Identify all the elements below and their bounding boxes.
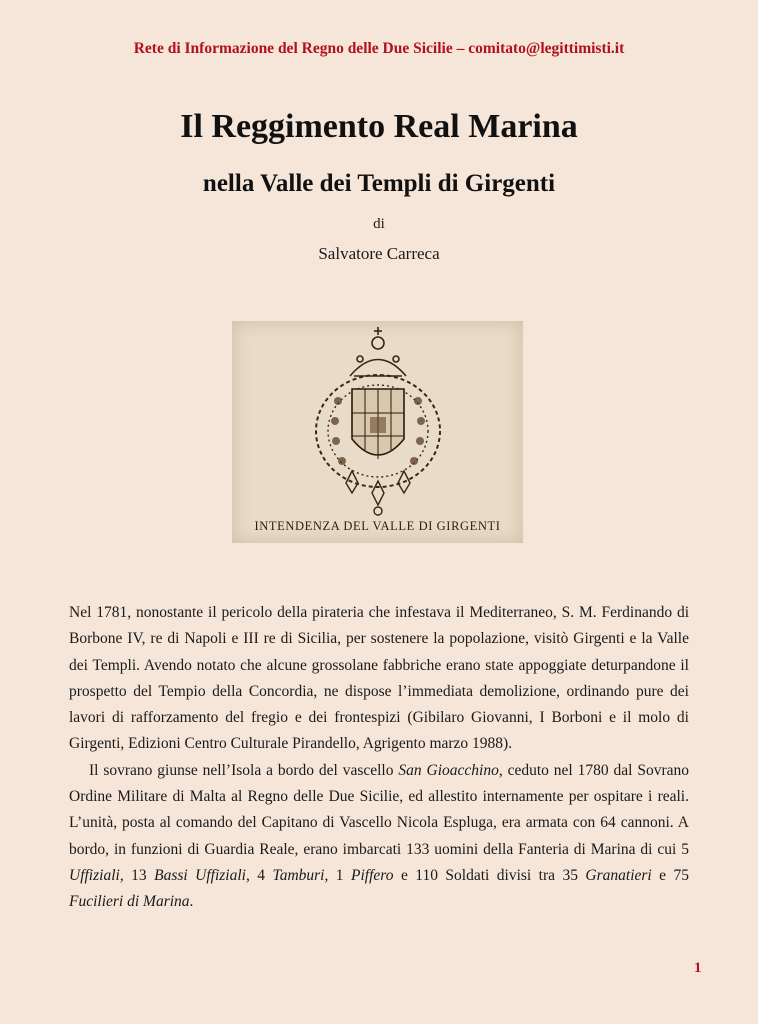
paragraph-2-text: e 75	[651, 866, 690, 884]
paragraph-2-text: , 13	[119, 866, 155, 884]
rank-term: Uffiziali	[69, 866, 120, 884]
paragraph-2-text: .	[189, 893, 194, 911]
paragraph-1: Nel 1781, nonostante il pericolo della pirateria che infestava il Mediterraneo, S. M. Ferdinando di Borbone IV, re di Napoli e III re di Sicilia, per sostenere la popolazione, visitò Girgenti e la Valle dei Templi. Avendo notato che alcune grossolane fabbriche erano state appoggiate deturpandone il prospetto del Tempio della Concordia, ne dispose l’immediata demolizione, ordinando pure dei lavori di rafforzamento del fregio e dei frontespizi (Gibilaro Giovanni, I Borboni e il molo di Girgenti, Edizioni Centro Culturale Pirandello, Agrigento marzo 1988).	[69, 604, 689, 753]
rank-term: Tamburi	[272, 866, 325, 884]
paragraph-2-text: Il sovrano giunse nell’Isola a bordo del vascello	[89, 761, 399, 779]
coat-of-arms-icon	[232, 321, 523, 521]
page-title: Il Reggimento Real Marina	[180, 108, 578, 145]
rank-term: Fucilieri di Marina	[69, 893, 190, 911]
author-name: Salvatore Carreca	[318, 244, 440, 263]
byline-prefix: di	[373, 216, 385, 232]
ship-name: San Gioacchino	[398, 761, 499, 779]
page-subtitle: nella Valle dei Templi di Girgenti	[202, 170, 556, 197]
paragraph-2-text: , 1	[324, 866, 352, 884]
emblem-caption: INTENDENZA DEL VALLE DI GIRGENTI	[254, 519, 501, 533]
rank-term: Granatieri	[585, 866, 652, 884]
page-number: 1	[694, 960, 702, 976]
paragraph-2-text: e 110 Soldati divisi tra 35	[393, 866, 586, 884]
paragraph-2-text: , ceduto nel 1780 dal Sovrano Ordine Militare di Malta al Regno delle Due Sicilie, ed allestito internamente per ospitare i reali. L’unità, posta al comando del Capitano di Vascello Nicola Espluga, era armata con 64 cannoni. A bordo, in funzioni di Guardia Reale, erano imbarcati 133 uomini della Fanteria di Marina di cui 5	[69, 761, 689, 858]
article-body	[69, 600, 689, 916]
rank-term: Piffero	[351, 866, 394, 884]
coat-of-arms-image	[232, 321, 523, 543]
paragraph-2	[69, 758, 689, 916]
paragraph-2-text: , 4	[245, 866, 273, 884]
rank-term: Bassi Uffiziali	[154, 866, 246, 884]
header-line: Rete di Informazione del Regno delle Due Sicilie – comitato@legittimisti.it	[133, 40, 625, 57]
